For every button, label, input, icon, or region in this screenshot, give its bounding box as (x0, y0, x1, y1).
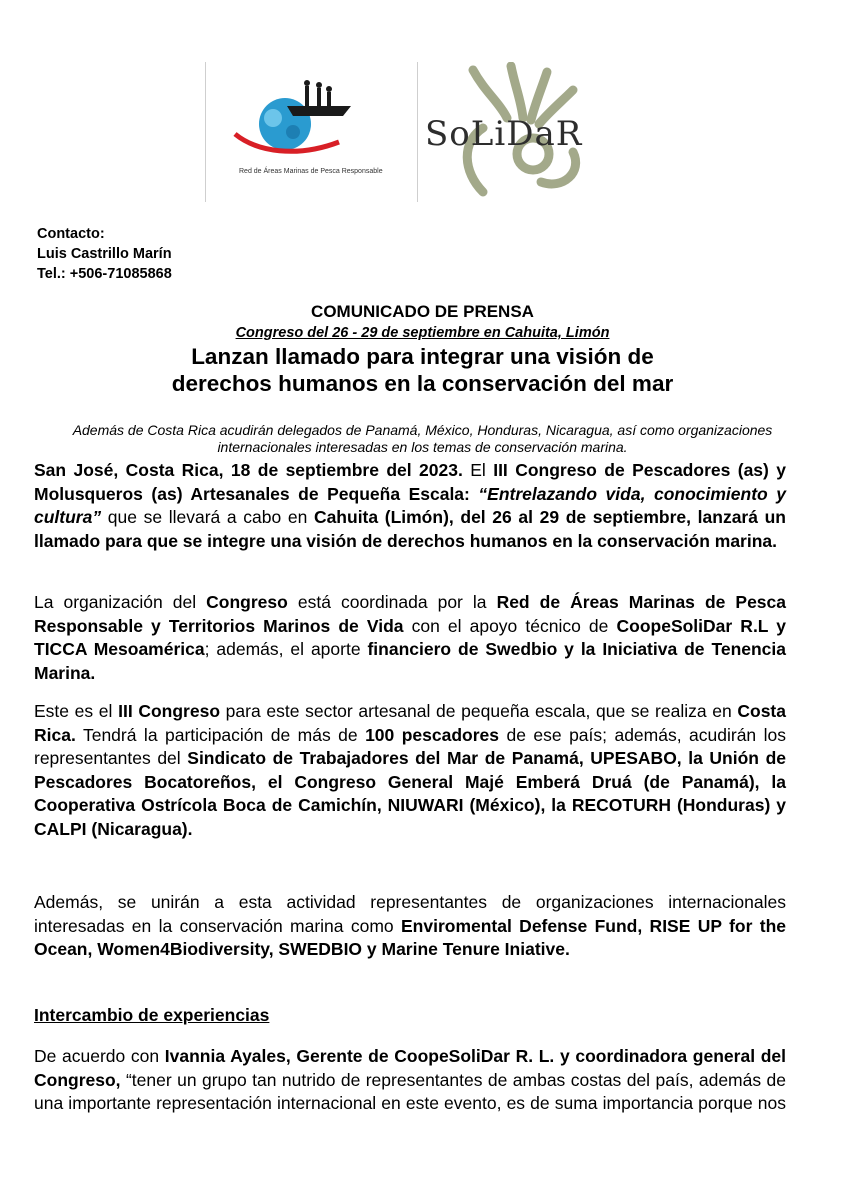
red-areas-marinas-logo (227, 72, 383, 182)
p5-text: De acuerdo con (34, 1046, 165, 1066)
p3-fisher-count: 100 pescadores (365, 724, 500, 745)
title-line-2: derechos humanos en la conservación del mar (171, 371, 674, 396)
page-title (0, 343, 845, 397)
paragraph-3 (34, 700, 786, 842)
title-line-1: Lanzan llamado para integrar una visión de (191, 344, 654, 369)
p5-quote: “tener un grupo tan nutrido de representantes de ambas costas del país, además de una importante representación internacional en este evento, es de suma importancia porque nos (34, 1069, 786, 1114)
paragraph-5 (34, 1045, 786, 1116)
solidar-wordmark: SoLiDaR (425, 114, 583, 154)
paragraph-1 (34, 459, 786, 553)
p2-congress: Congreso (206, 592, 288, 612)
contact-label: Contacto: (37, 226, 105, 242)
p2-financial-support: financiero de Swedbio y la Iniciativa de Tenencia Marina. (34, 639, 787, 683)
p3-text: Este es el (34, 701, 119, 721)
p2-technical-support: CoopeSoliDar R.L y TICCA Mesoamérica (34, 615, 786, 660)
p3-congress: III Congreso (118, 701, 221, 721)
p1-motto: “Entrelazando vida, conocimiento y cultura” (34, 483, 786, 528)
p2-network-name: Red de Áreas Marinas de Pesca Responsable y Territorios Marinos de Vida (34, 592, 786, 636)
contact-phone: Tel.: +506-71085868 (37, 266, 172, 282)
p1-dateline: San José, Costa Rica, 18 de septiembre del 2023. (34, 460, 463, 480)
p1-congress-name: III Congreso de Pescadores (as) y Molusqueros (as) Artesanales de Pequeña Escala: (34, 460, 786, 504)
paragraph-4 (34, 891, 786, 962)
contact-block (37, 224, 172, 284)
section-heading: Intercambio de experiencias (34, 1005, 270, 1025)
p2-text-3: con el apoyo técnico de (403, 615, 617, 636)
p2-text: La organización del (34, 592, 207, 612)
header-logos (205, 62, 645, 207)
p3-text-4: de ese país; además, acudirán los representantes del (34, 724, 786, 769)
p3-text-2: para este sector artesanal de pequeña escala, que se realiza en (220, 701, 738, 721)
p2-text-2: está coordinada por la (287, 592, 497, 612)
p4-organizations: Enviromental Defense Fund, RISE UP for the Ocean, Women4Biodiversity, SWEDBIO y Marine Tenure Iniative. (34, 915, 786, 960)
p4-text: Además, se unirán a esta actividad representantes de organizaciones internacionales interesadas en la conservación marina como (34, 892, 786, 936)
press-release-heading: COMUNICADO DE PRENSA (311, 302, 534, 321)
p3-text-3: Tendrá la participación de más de (75, 724, 366, 745)
p5-speaker: Ivannia Ayales, Gerente de CoopeSoliDar R. L. y coordinadora general del Congreso, (34, 1046, 786, 1090)
p1-text-2: que se llevará a cabo en (101, 507, 314, 528)
contact-name: Luis Castrillo Marín (37, 246, 172, 262)
lead-summary: Además de Costa Rica acudirán delegados de Panamá, México, Honduras, Nicaragua, así como organizaciones internacionales interesadas en los temas de conservación marina. (72, 422, 773, 455)
p1-location-call: Cahuita (Limón), del 26 al 29 de septiembre, lanzará un llamado para que se integre una visión de derechos humanos en la conservación marina. (34, 507, 786, 551)
p3-delegations: Sindicato de Trabajadores del Mar de Panamá, UPESABO, la Unión de Pescadores Bocatoreños, el Congreso General Majé Emberá Druá (de Panamá), la Cooperativa Ostrícola Boca de Camichín, NIUWARI (México), la RECOTURH (Honduras) y CALPI (Nicaragua). (34, 748, 786, 839)
p3-country: Costa Rica. (34, 701, 786, 745)
logo-divider-left (205, 62, 206, 202)
p1-text: El (462, 460, 494, 480)
congress-dates-line: Congreso del 26 - 29 de septiembre en Cahuita, Limón (235, 325, 610, 341)
red-areas-tagline: Red de Áreas Marinas de Pesca Responsable (239, 168, 383, 175)
solidar-logo (423, 62, 623, 202)
paragraph-2 (34, 591, 786, 685)
logo-divider-right (417, 62, 418, 202)
p2-text-4: ; además, el aporte (204, 639, 368, 660)
